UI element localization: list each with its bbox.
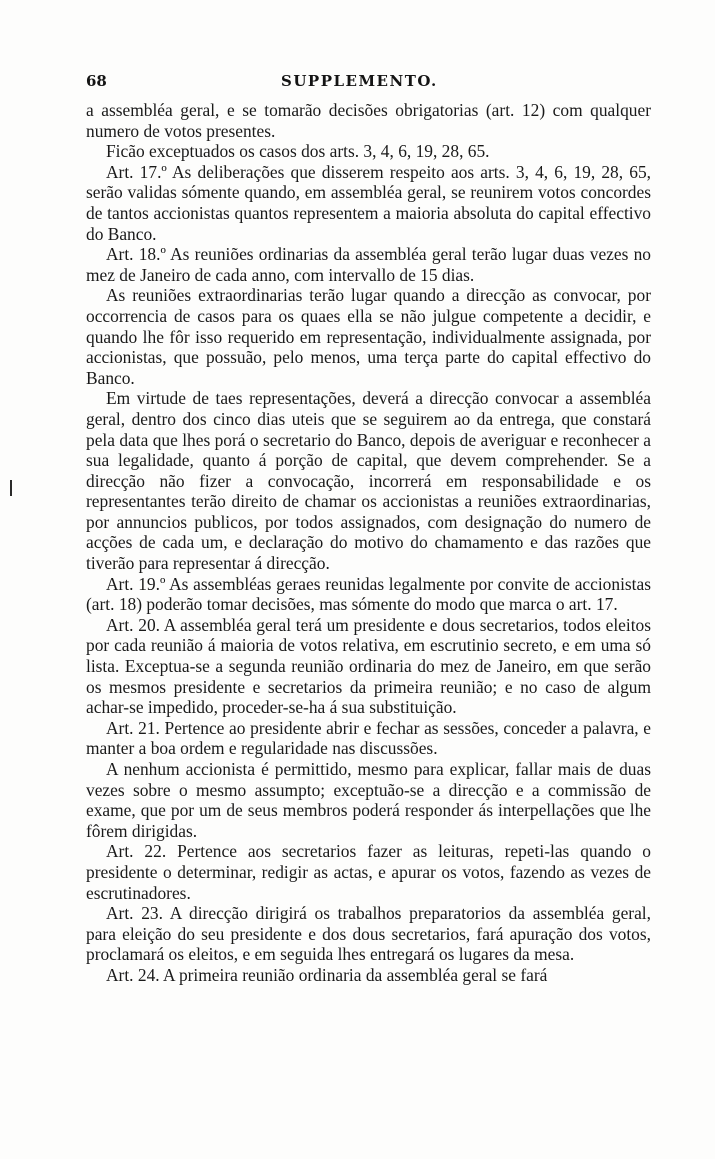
page-number: 68	[86, 72, 107, 90]
paragraph-art-19: Art. 19.º As assembléas geraes reunidas legalmente por convite de accionistas (art. 18) poderão tomar decisões, mas sómente do modo que marca o art. 17.	[86, 573, 651, 615]
page-header	[86, 72, 651, 94]
body-text	[86, 100, 651, 986]
running-title: SUPPLEMENTO.	[281, 72, 438, 90]
paragraph-art-17: Art. 17.º As deliberações que disserem respeito aos arts. 3, 4, 6, 19, 28, 65, serão validas sómente quando, em assembléa geral, se reunirem votos concordes de tantos accionistas quantos representem a maioria absoluta do capital effectivo do Banco.	[86, 161, 651, 244]
paragraph-continuation: a assembléa geral, e se tomarão decisões obrigatorias (art. 12) com qualquer numero de votos presentes.	[86, 100, 651, 141]
paragraph-art-23: Art. 23. A direcção dirigirá os trabalhos preparatorios da assembléa geral, para eleição do seu presidente e dos dous secretarios, fará apuração dos votos, proclamará os eleitos, e em seguida lhes entregará os lugares da mesa.	[86, 903, 651, 965]
paragraph-art-18: Art. 18.º As reuniões ordinarias da assembléa geral terão lugar duas vezes no mez de Janeiro de cada anno, com intervallo de 15 dias.	[86, 244, 651, 285]
paragraph-art-21: Art. 21. Pertence ao presidente abrir e fechar as sessões, conceder a palavra, e manter a boa ordem e regularidade nas discussões.	[86, 717, 651, 759]
paragraph-art-20: Art. 20. A assembléa geral terá um presidente e dous secretarios, todos eleitos por cada reunião á maioria de votos relativa, em escrutinio secreto, e em uma só lista. Exceptua-se a segunda reunião ordinaria do mez de Janeiro, em que serão os mesmos presidente e secretarios da primeira reunião; e no caso de algum achar-se impedido, proceder-se-ha á sua substituição.	[86, 614, 651, 718]
paragraph-art-22: Art. 22. Pertence aos secretarios fazer as leituras, repeti-las quando o presidente o determinar, redigir as actas, e apurar os votos, fazendo as vezes de escrutinadores.	[86, 841, 651, 903]
margin-mark	[10, 480, 12, 496]
paragraph-extraordinary-meetings: As reuniões extraordinarias terão lugar quando a direcção as convocar, por occorrencia de casos para os quaes ella se não julgue competente a decidir, e quando lhe fôr isso requerido em representação, individualmente assignada, por accionistas, que possuão, pelo menos, uma terça parte do capital effectivo do Banco.	[86, 285, 651, 388]
paragraph-representations: Em virtude de taes representações, deverá a direcção convocar a assembléa geral, dentro dos cinco dias uteis que se seguirem ao da entrega, que constará pela data que lhes porá o secretario do Banco, depois de averiguar e reconhecer a sua legalidade, quanto á porção de capital, que devem comprehender. Se a direcção não fizer a convocação, incorrerá em responsabilidade e os representantes terão direito de chamar os accionistas a reuniões extraordinarias, por annuncios publicos, por todos assignados, com designação do numero de acções de cada um, e declaração do motivo do chamamento e das razões que tiverão para representar á direcção.	[86, 388, 651, 574]
paragraph-speaking-rules: A nenhum accionista é permittido, mesmo para explicar, fallar mais de duas vezes sobre o mesmo assumpto; exceptuão-se a direcção e a commissão de exame, que por um de seus membros poderá responder ás interpellações que lhe fôrem dirigidas.	[86, 759, 651, 841]
paragraph-exceptions: Ficão exceptuados os casos dos arts. 3, 4, 6, 19, 28, 65.	[106, 141, 490, 162]
paragraph-art-24: Art. 24. A primeira reunião ordinaria da assembléa geral se fará	[106, 964, 548, 985]
